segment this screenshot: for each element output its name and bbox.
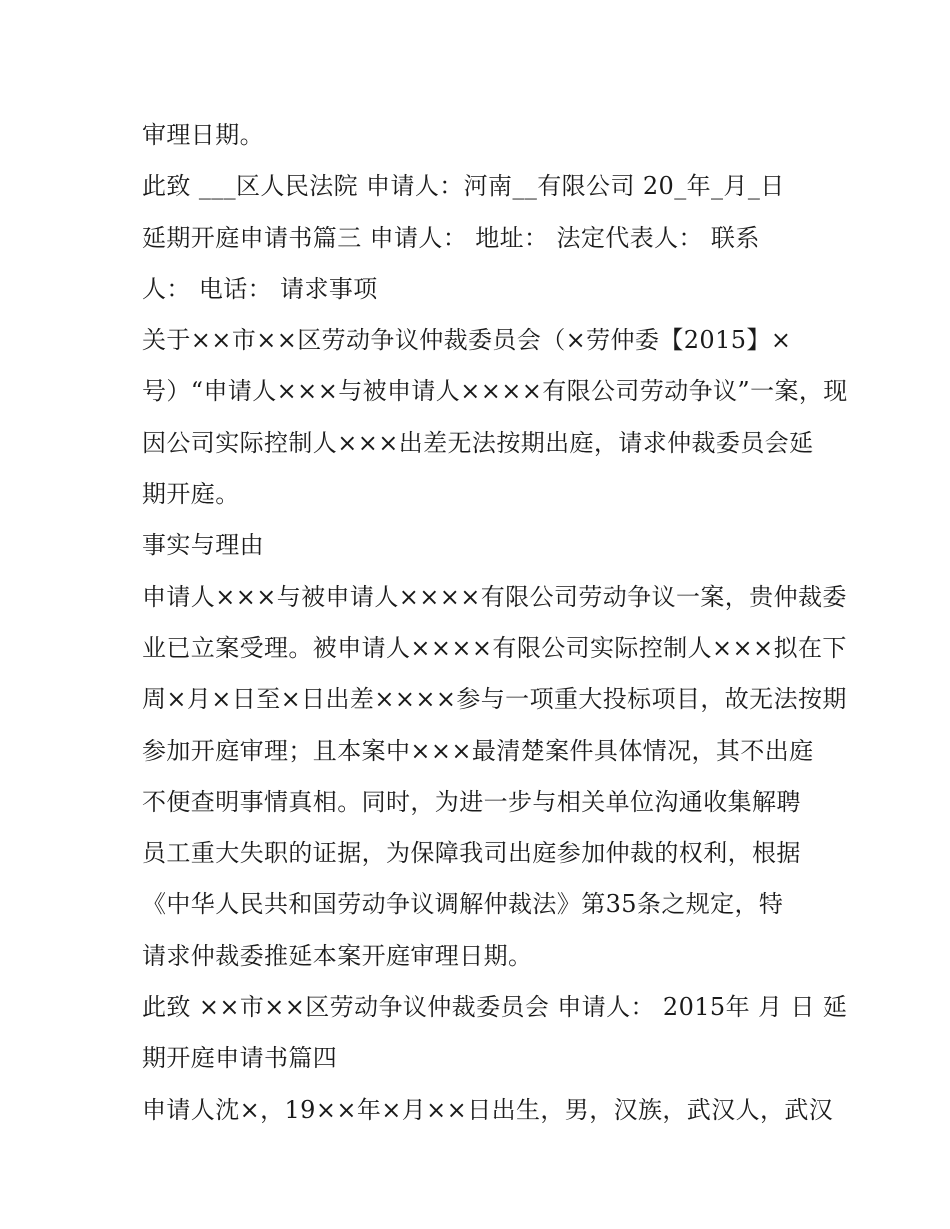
text-line: 周×月×日至×日出差××××参与一项重大投标项目，故无法按期	[142, 685, 847, 714]
text-line: 不便查明事情真相。同时，为进一步与相关单位沟通收集解聘	[142, 787, 801, 816]
text-line: 期开庭申请书篇四	[142, 1044, 338, 1073]
text-line: 因公司实际控制人×××出差无法按期出庭，请求仲裁委员会延	[142, 428, 814, 457]
text-line: 审理日期。	[142, 121, 264, 149]
text-line: 此致 ___区人民法院 申请人：河南__有限公司 20_年_月_日	[142, 172, 785, 201]
text-line: 号）“申请人×××与被申请人××××有限公司劳动争议”一案，现	[142, 377, 848, 406]
text-line: 此致 ××市××区劳动争议仲裁委员会 申请人： 2015年 月 日 延	[142, 993, 848, 1022]
text-line: 参加开庭审理；且本案中×××最清楚案件具体情况，其不出庭	[142, 736, 814, 765]
text-line: 申请人沈×，19××年×月××日出生，男，汉族，武汉人，武汉	[142, 1095, 834, 1124]
text-line: 申请人×××与被申请人××××有限公司劳动争议一案，贵仲裁委	[142, 582, 847, 611]
section-heading: 事实与理由	[142, 531, 264, 560]
text-line: 关于××市××区劳动争议仲裁委员会（×劳仲委【2015】×	[142, 326, 792, 355]
text-line: 员工重大失职的证据，为保障我司出庭参加仲裁的权利，根据	[142, 839, 801, 868]
text-line: 延期开庭申请书篇三 申请人： 地址： 法定代表人： 联系	[142, 223, 760, 252]
text-line: 人： 电话： 请求事项	[142, 274, 378, 303]
text-line: 请求仲裁委推延本案开庭审理日期。	[142, 941, 533, 970]
text-line: 业已立案受理。被申请人××××有限公司实际控制人×××拟在下	[142, 633, 847, 662]
text-line: 《中华人民共和国劳动争议调解仲裁法》第35条之规定，特	[142, 890, 784, 919]
text-line: 期开庭。	[142, 480, 240, 509]
